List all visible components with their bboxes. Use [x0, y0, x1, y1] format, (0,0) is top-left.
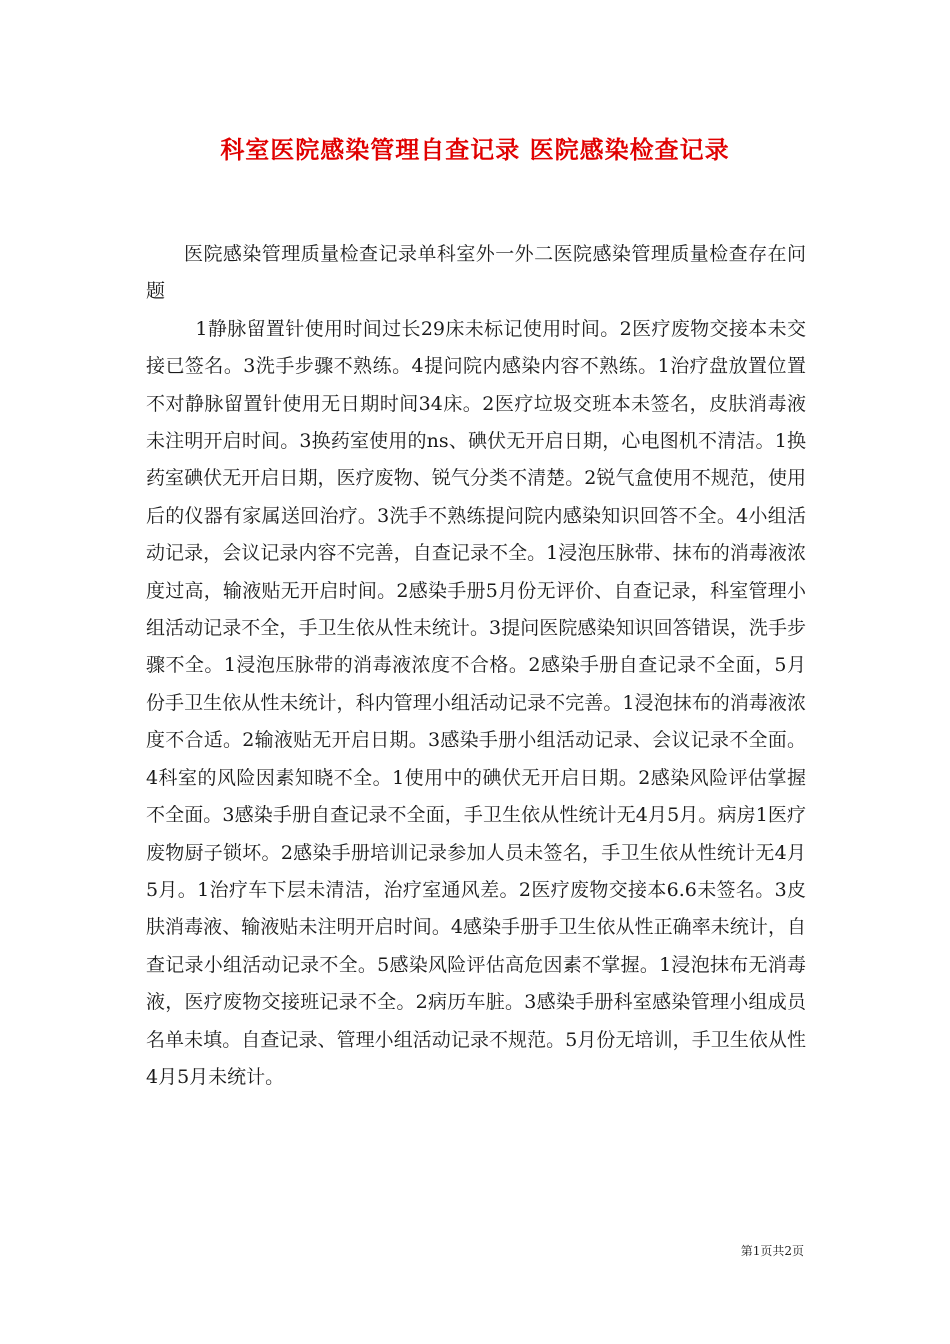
document-title: 科室医院感染管理自查记录 医院感染检查记录: [220, 135, 730, 164]
document-body: [146, 236, 806, 1096]
intro-paragraph: 医院感染管理质量检查记录单科室外一外二医院感染管理质量检查存在问题: [146, 243, 806, 303]
issues-paragraph: 1静脉留置针使用时间过长29床未标记使用时间。2医疗废物交接本未交接已签名。3洗手步骤不熟练。4提问院内感染内容不熟练。1治疗盘放置位置不对静脉留置针使用无日期时间34床。2医疗垃圾交班本未签名，皮肤消毒液未注明开启时间。3换药室使用的ns、碘伏无开启日期，心电图机不清洁。1换药室碘伏无开启日期，医疗废物、锐气分类不清楚。2锐气盒使用不规范，使用后的仪器有家属送回治疗。3洗手不熟练提问院内感染知识回答不全。4小组活动记录，会议记录内容不完善，自查记录不全。1浸泡压脉带、抹布的消毒液浓度过高，输液贴无开启时间。2感染手册5月份无评价、自查记录，科室管理小组活动记录不全，手卫生依从性未统计。3提问医院感染知识回答错误，洗手步骤不全。1浸泡压脉带的消毒液浓度不合格。2感染手册自查记录不全面，5月份手卫生依从性未统计，科内管理小组活动记录不完善。1浸泡抹布的消毒液浓度不合适。2输液贴无开启日期。3感染手册小组活动记录、会议记录不全面。4科室的风险因素知晓不全。1使用中的碘伏无开启日期。2感染风险评估掌握不全面。3感染手册自查记录不全面，手卫生依从性统计无4月5月。病房1医疗废物厨子锁坏。2感染手册培训记录参加人员未签名，手卫生依从性统计无4月5月。1治疗车下层未清洁，治疗室通风差。2医疗废物交接本6.6未签名。3皮肤消毒液、输液贴未注明开启时间。4感染手册手卫生依从性正确率未统计，自查记录小组活动记录不全。5感染风险评估高危因素不掌握。1浸泡抹布无消毒液，医疗废物交接班记录不全。2病历车脏。3感染手册科室感染管理小组成员名单未填。自查记录、管理小组活动记录不规范。5月份无培训，手卫生依从性4月5月未统计。: [146, 317, 806, 1088]
page-number: 第1页共2页: [740, 1244, 804, 1258]
